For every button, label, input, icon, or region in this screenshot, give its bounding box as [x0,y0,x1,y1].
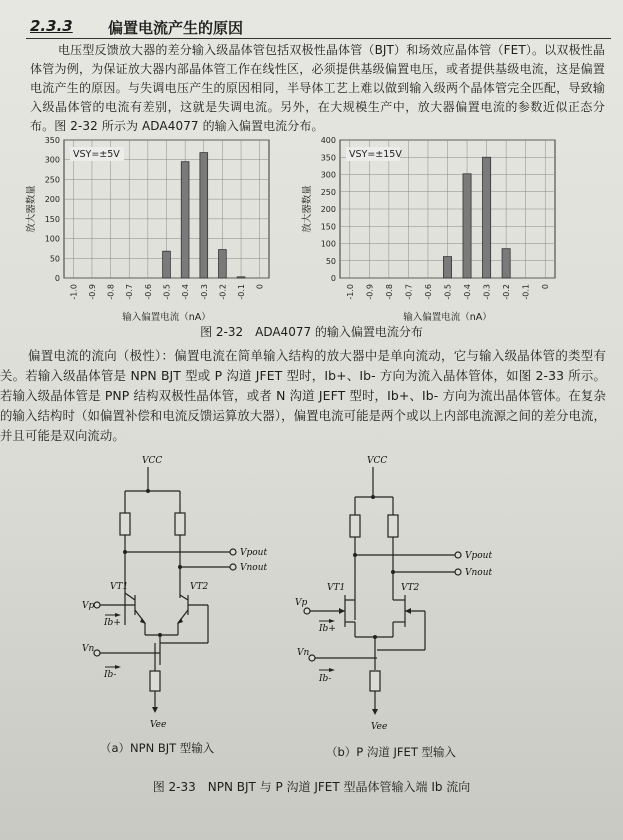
x-tick-label: -0.6 [423,284,433,300]
ibp-label-b: Ib+ [319,624,336,634]
x-tick-label: -1.0 [345,284,355,300]
x-tick-label: -0.1 [237,284,247,300]
vt2-label-b: VT2 [401,583,420,593]
bar [163,251,171,278]
y-tick-label: 300 [44,155,60,165]
bar [502,249,510,278]
y-tick-label: 200 [320,205,336,214]
bar [483,157,491,278]
bar [181,162,189,278]
figure-2-32-caption: 图 2-32 ADA4077 的输入偏置电流分布 [200,325,423,339]
y-tick-label: 250 [44,175,60,185]
vt1-label-b: VT1 [327,583,346,593]
section-heading [26,14,611,39]
y-tick-label: 50 [325,256,336,266]
x-tick-label: -0.3 [199,284,209,300]
y-tick-label: 100 [44,234,60,244]
y-tick-label: 50 [49,254,60,264]
annotation-label: VSY=±15V [349,149,402,160]
x-tick-label: -0.2 [502,284,512,300]
x-tick-label: -0.5 [162,284,172,300]
vp-label-a: Vp [82,601,95,611]
bias-current-chart-5v [22,134,292,324]
x-axis-label: 输入偏置电流（nA） [403,312,492,323]
y-tick-label: 0 [54,274,60,283]
vn-label-b: Vn [297,648,310,658]
bar [463,174,471,278]
figure-2-33-caption: 图 2-33 NPN BJT 与 P 沟道 JFET 型晶体管输入端 Ib 流向 [152,780,471,794]
x-tick-label: -0.8 [106,284,116,300]
ibn-label-a: Ib- [104,670,117,680]
vt1-label-a: VT1 [110,582,129,592]
x-tick-label: -0.9 [365,284,375,300]
x-tick-label: 0 [255,284,265,290]
vp-label-b: Vp [295,598,308,608]
x-tick-label: -0.4 [463,284,473,300]
vn-label-a: Vn [82,644,95,654]
y-tick-label: 250 [320,187,336,197]
bar [219,250,227,278]
bar [237,277,245,278]
x-tick-label: -1.0 [69,284,79,300]
section-title: 偏置电流产生的原因 [108,19,244,37]
paragraph-2: 偏置电流的流向（极性）：偏置电流在简单输入结构的放大器中是单向流动，它与输入级晶体管的类型有关。若输入级晶体管是 NPN BJT 型或 P 沟道 JFET 型时，Ib+、Ib- 方向为流入晶体管体，如图 2-33 所示。若输入级晶体管是 PNP 结构双极性晶体管，或者 N 沟道 JEFT 型时，Ib+、Ib- 方向为流出晶体管体。在复杂的输入结构时（如偏置补偿和电流反馈运算放大器），偏置电流可能是两个或以上内部电流源之间的差分电流，并且可能是双向流动。 [0,348,606,443]
paragraph-1: 电压型反馈放大器的差分输入级晶体管包括双极性晶体管（BJT）和场效应晶体管（FET）。以双极性晶体管为例，为保证放大器内部晶体管工作在线性区，必须提供基级偏置电压，或者提供基级电流，这是偏置电流产生的原因。与失调电压产生的原因相同，半导体工艺上难以做到输入级两个晶体管完全匹配，导致输入级晶体管的电流有差别，这就是失调电流。另外，在大规模生产中，放大器偏置电流的参数近似正态分布。图 2-32 所示为 ADA4077 的输入偏置电流分布。 [30,43,605,133]
ibp-label-a: Ib+ [104,618,121,628]
x-tick-label: -0.9 [87,284,97,300]
y-tick-label: 150 [44,214,60,224]
y-axis-label: 放大器数量 [302,185,313,233]
ibn-label-b: Ib- [319,674,332,684]
circuit-p-jfet [295,455,515,735]
x-tick-label: -0.2 [218,284,228,300]
subcaption-a: （a）NPN BJT 型输入 [100,741,215,755]
x-tick-label: -0.5 [443,284,453,300]
x-tick-label: 0 [541,284,551,290]
vt2-label-a: VT2 [190,582,209,592]
y-axis-label: 放大器数量 [26,185,37,233]
y-tick-label: 400 [320,136,336,145]
section-number: 2.3.3 [30,17,73,35]
x-tick-label: -0.7 [404,284,414,300]
y-tick-label: 200 [44,195,60,205]
y-tick-label: 0 [330,274,336,283]
y-tick-label: 300 [320,170,336,180]
bar [443,257,451,278]
y-tick-label: 350 [44,136,60,145]
x-tick-label: -0.7 [125,284,135,300]
annotation-label: VSY=±5V [73,149,120,160]
x-tick-label: -0.8 [384,284,394,300]
y-tick-label: 100 [320,239,336,249]
subcaption-b: （b）P 沟道 JFET 型输入 [326,745,456,759]
vee-label-b: Vee [371,722,388,732]
bias-current-chart-15v [298,134,578,324]
y-tick-label: 150 [320,222,336,232]
vee-label-a: Vee [150,720,167,730]
vpout-label-a: Vpout [240,548,268,558]
x-tick-label: -0.6 [143,284,153,300]
x-tick-label: -0.4 [181,284,191,300]
bar [200,153,208,278]
y-tick-label: 350 [320,153,336,163]
x-tick-label: -0.3 [482,284,492,300]
x-tick-label: -0.1 [521,284,531,300]
x-axis-label: 输入偏置电流（nA） [122,312,211,323]
vcc-label-b: VCC [367,456,388,466]
vcc-label-a: VCC [142,456,163,466]
vnout-label-a: Vnout [240,563,268,573]
vpout-label-b: Vpout [465,551,493,561]
vnout-label-b: Vnout [465,568,493,578]
circuit-npn-bjt [80,455,280,735]
